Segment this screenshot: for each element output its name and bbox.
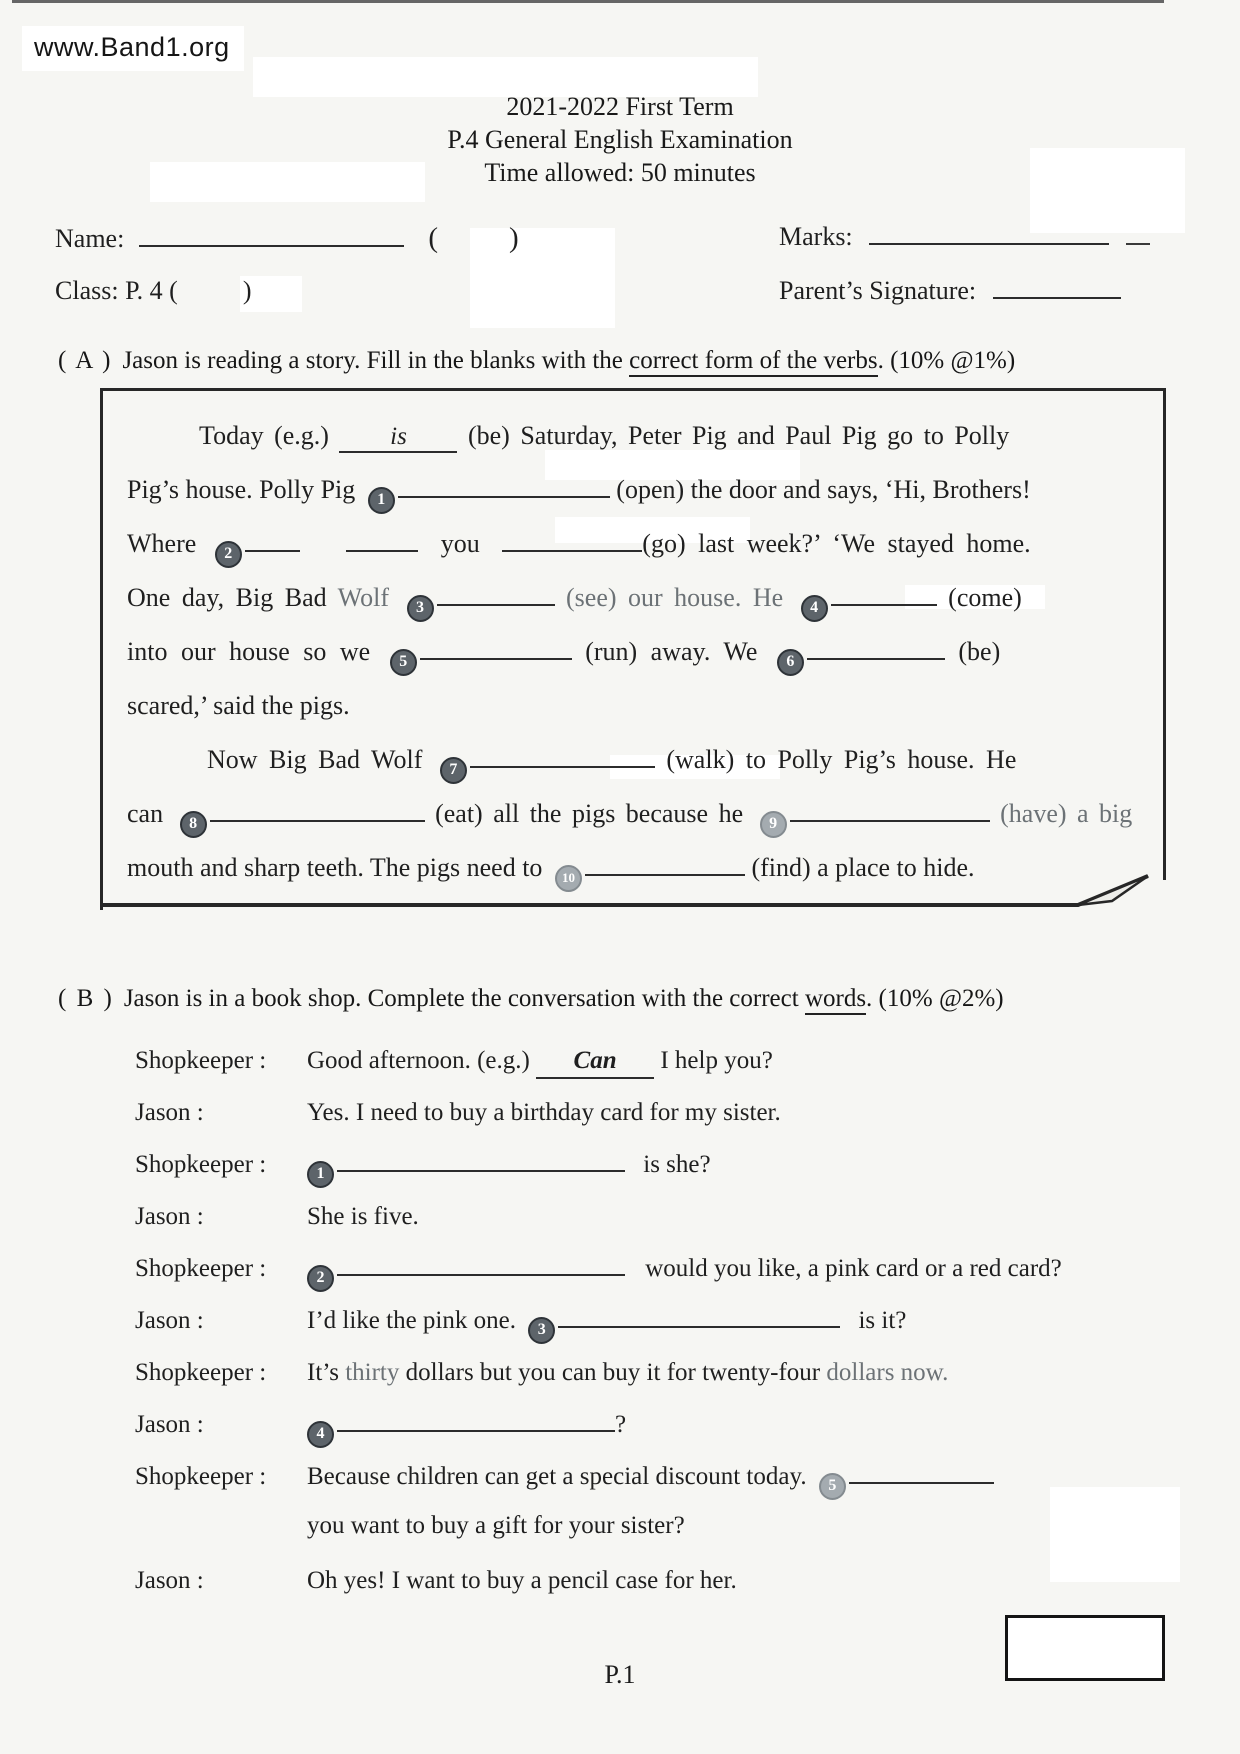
- name-row: [55, 222, 519, 255]
- blank-number-7: 7: [440, 757, 467, 784]
- speaker-label: Shopkeeper :: [135, 1255, 267, 1282]
- answer-blank-2a: [245, 530, 300, 552]
- dialogue-segment: dollars but you can buy it for twenty-four: [405, 1359, 821, 1386]
- answer-blank-b4: [337, 1410, 615, 1432]
- conversation-row: [135, 1253, 1185, 1305]
- exam-title-block: [0, 90, 1240, 189]
- story-text: into our house so we: [127, 637, 371, 666]
- story-line: [127, 421, 1146, 475]
- dialogue-text: [307, 1253, 1062, 1305]
- section-b-marks-note: . (10% @2%): [866, 985, 1004, 1012]
- exam-paper-title: P.4 General English Examination: [447, 125, 793, 154]
- parent-signature-row: [779, 276, 1121, 306]
- dialogue-text: [307, 1461, 994, 1506]
- dialogue-segment: is it?: [858, 1307, 907, 1334]
- section-b-label: ( B ): [58, 985, 114, 1012]
- section-b-instruction-underlined: words: [805, 985, 866, 1015]
- conversation-row: [135, 1305, 1185, 1357]
- answer-blank-2c: [502, 530, 642, 552]
- marks-label: Marks:: [779, 222, 853, 251]
- speaker-label: Shopkeeper :: [135, 1151, 267, 1178]
- story-text: can: [127, 799, 164, 828]
- story-text: (eat) all the pigs because he: [435, 799, 744, 828]
- story-text: (walk) to Polly Pig’s house. He: [666, 745, 1017, 774]
- speaker-label: Shopkeeper :: [135, 1047, 267, 1074]
- blank-number-2: 2: [215, 541, 242, 568]
- dialogue-segment: would you like, a pink card or a red card?: [645, 1255, 1062, 1282]
- blank-number-5: 5: [390, 649, 417, 676]
- dialogue-segment: dollars now.: [826, 1359, 949, 1386]
- story-text: (find) a place to hide.: [751, 853, 975, 882]
- speaker-label: Jason :: [135, 1203, 204, 1230]
- watermark: www.Band1.org: [22, 26, 244, 71]
- blank-number-3: 3: [407, 595, 434, 622]
- parent-signature-label: Parent’s Signature:: [779, 276, 977, 305]
- answer-blank-5: [420, 638, 572, 660]
- answer-blank-3: [437, 584, 555, 606]
- parent-signature-blank: [993, 277, 1121, 299]
- story-text: Where: [127, 529, 197, 558]
- section-a-instruction: Jason is reading a story. Fill in the blanks with the: [122, 347, 630, 374]
- dialogue-segment: I’d like the pink one.: [307, 1307, 516, 1334]
- conversation-row: [135, 1097, 1185, 1149]
- blank-number-4: 4: [307, 1421, 334, 1448]
- dialogue-text: [307, 1045, 773, 1097]
- story-box-bottom-curl: [100, 868, 1166, 914]
- blank-number-1: 1: [307, 1161, 334, 1188]
- section-a-label: ( A ): [58, 347, 113, 374]
- story-text: (run) away. We: [585, 637, 758, 666]
- answer-blank-8: [210, 800, 425, 822]
- story-text: Wolf: [337, 583, 389, 612]
- story-box: [100, 388, 1166, 910]
- answer-blank-6: [807, 638, 945, 660]
- story-text: Pig’s house. Polly Pig: [127, 475, 356, 504]
- blank-number-9: 9: [760, 811, 787, 838]
- name-blank: [139, 225, 404, 247]
- answer-blank-9: [790, 800, 990, 822]
- dialogue-segment: thirty: [345, 1359, 400, 1386]
- class-no-paren-open: (: [428, 222, 438, 254]
- story-text: (go) last week?’ ‘We stayed home.: [642, 529, 1031, 558]
- story-line: [127, 799, 1146, 853]
- section-b-instruction: Jason is in a book shop. Complete the conversation with the correct: [123, 985, 805, 1012]
- conversation-row: [135, 1409, 1185, 1461]
- conversation-row: [135, 1149, 1185, 1201]
- story-line: [127, 691, 1146, 745]
- story-text: (see) our house. He: [566, 583, 784, 612]
- class-no-paren-close: ): [508, 222, 519, 254]
- dialogue-text: [307, 1357, 948, 1409]
- story-text: mouth and sharp teeth. The pigs need to: [127, 853, 543, 882]
- dialogue-segment: is she?: [643, 1151, 711, 1178]
- dialogue-text: [307, 1409, 626, 1461]
- answer-blank-b2: [337, 1254, 625, 1276]
- speaker-label: Jason :: [135, 1307, 204, 1334]
- story-text: Now Big Bad Wolf: [207, 745, 423, 774]
- answer-blank-4: [831, 584, 937, 606]
- example-answer-blank: Can: [536, 1045, 654, 1079]
- dialogue-segment: Good afternoon. (e.g.): [307, 1047, 530, 1074]
- blank-number-6: 6: [777, 649, 804, 676]
- blank-number-1: 1: [368, 487, 395, 514]
- story-text: you: [440, 529, 480, 558]
- conversation-row: [135, 1565, 1185, 1617]
- story-box-right-border: [1163, 388, 1166, 880]
- answer-blank-2b: [346, 530, 418, 552]
- story-text: (come): [948, 583, 1022, 612]
- exam-term-title: 2021-2022 First Term: [506, 92, 734, 121]
- marks-blank: [869, 223, 1109, 245]
- conversation-row: [135, 1201, 1185, 1253]
- dialogue-segment: Because children can get a special discount today.: [307, 1463, 807, 1490]
- conversation-row: [135, 1045, 1185, 1097]
- story-text: Today (e.g.): [199, 421, 329, 450]
- answer-blank-1: [398, 476, 610, 498]
- speaker-label: Jason :: [135, 1411, 204, 1438]
- page-number: P.1: [604, 1660, 636, 1689]
- dialogue-segment: It’s: [307, 1359, 339, 1386]
- blank-number-8: 8: [180, 811, 207, 838]
- dialogue-text: [307, 1149, 711, 1201]
- conversation-row: [135, 1461, 1185, 1565]
- scan-edge-artifact: [12, 0, 1164, 3]
- story-text: scared,’ said the pigs.: [127, 691, 350, 720]
- story-text: (be) Saturday, Peter Pig and Paul Pig go to Polly: [467, 421, 1010, 450]
- speaker-label: Jason :: [135, 1567, 204, 1594]
- story-line: [127, 475, 1146, 529]
- conversation: [135, 1045, 1185, 1617]
- blank-number-10: 10: [555, 865, 582, 892]
- blank-number-2: 2: [307, 1265, 334, 1292]
- blank-gap: [312, 550, 346, 552]
- answer-blank-7: [470, 746, 655, 768]
- dialogue-text: [307, 1305, 906, 1357]
- paren-gap: [444, 245, 502, 247]
- section-a-instruction-underlined: correct form of the verbs: [629, 347, 878, 377]
- answer-blank-b1: [337, 1150, 625, 1172]
- story-text: (open) the door and says, ‘Hi, Brothers!: [616, 475, 1031, 504]
- story-text: (have) a big: [1000, 799, 1133, 828]
- dialogue-continuation: you want to buy a gift for your sister?: [307, 1512, 685, 1540]
- paren-gap: [184, 297, 236, 299]
- section-b-heading: [58, 985, 1004, 1013]
- blank-number-5: 5: [819, 1473, 846, 1500]
- example-answer-blank: is: [339, 423, 457, 453]
- class-row: [55, 276, 251, 306]
- blank-number-3: 3: [528, 1317, 555, 1344]
- speaker-label: Shopkeeper :: [135, 1359, 267, 1386]
- story-line: [127, 637, 1146, 691]
- conversation-row: [135, 1357, 1185, 1409]
- speaker-label: Jason :: [135, 1099, 204, 1126]
- name-label: Name:: [55, 224, 125, 253]
- section-a-marks-note: . (10% @1%): [877, 347, 1016, 374]
- answer-blank-b3: [558, 1306, 840, 1328]
- section-a-heading: [58, 347, 1015, 375]
- story-line: [127, 745, 1146, 799]
- answer-blank-b5: [849, 1462, 994, 1484]
- class-paren-close: ): [242, 276, 252, 305]
- class-label: Class: P. 4 (: [55, 276, 178, 305]
- marks-row: [779, 222, 1150, 252]
- dialogue-segment: ?: [615, 1411, 627, 1438]
- dialogue-segment: I help you?: [660, 1047, 773, 1074]
- blank-number-4: 4: [801, 595, 828, 622]
- speaker-label: Shopkeeper :: [135, 1463, 267, 1490]
- dialogue-text: Yes. I need to buy a birthday card for my sister.: [307, 1099, 781, 1126]
- story-line: [127, 583, 1146, 637]
- story-line: [127, 529, 1146, 583]
- dialogue-text: She is five.: [307, 1203, 419, 1230]
- dialogue-text: Oh yes! I want to buy a pencil case for her.: [307, 1567, 737, 1594]
- story-text: (be): [958, 637, 1001, 666]
- marks-underline-dash: [1126, 229, 1150, 245]
- exam-time-allowed: Time allowed: 50 minutes: [484, 158, 756, 187]
- story-text: One day, Big Bad: [127, 583, 327, 612]
